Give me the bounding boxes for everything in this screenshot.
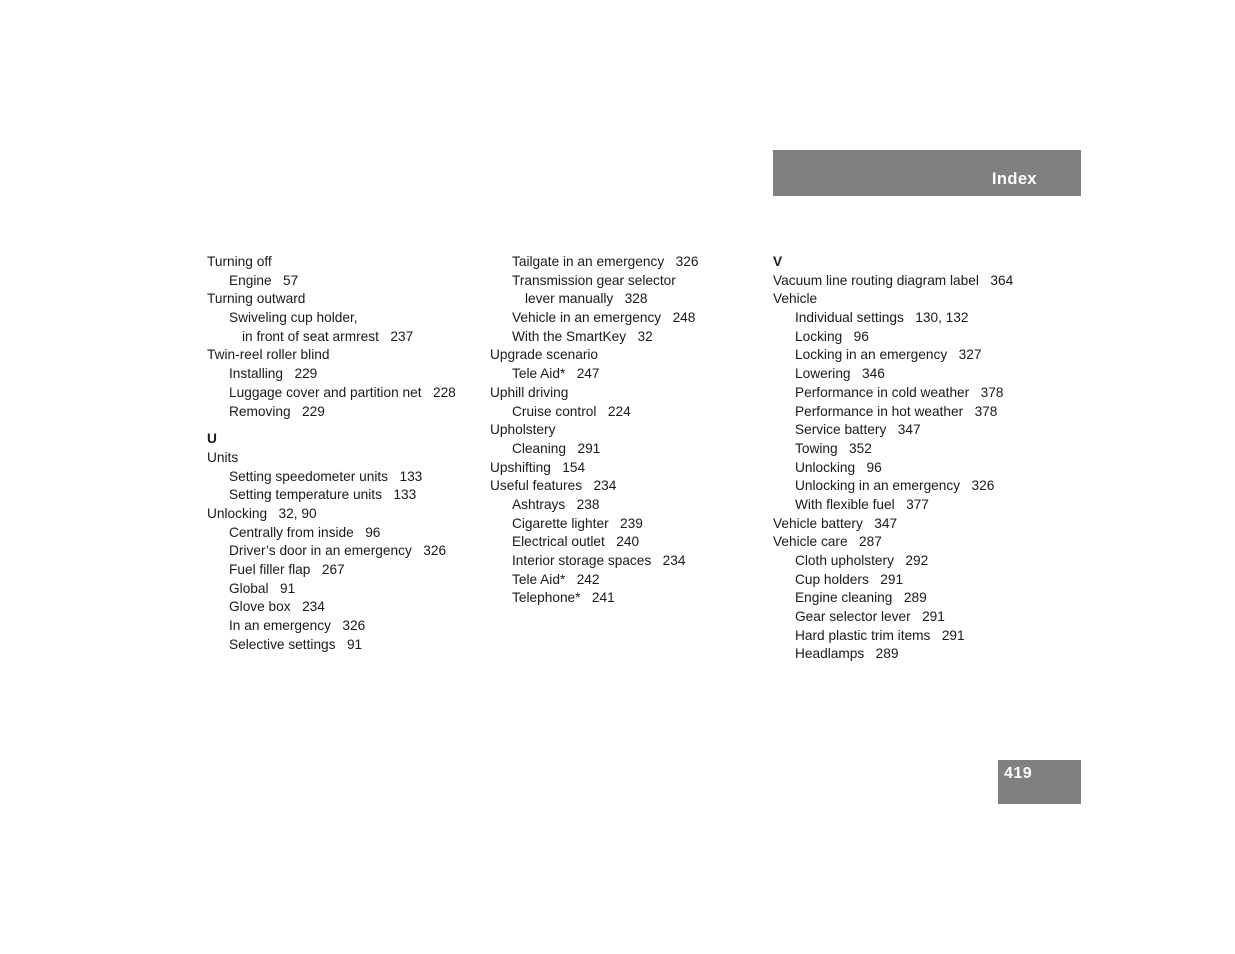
index-letter-heading — [207, 430, 487, 449]
entry-text: Luggage cover and partition net — [229, 384, 422, 400]
entry-page-ref: 248 — [672, 310, 696, 326]
index-entry — [207, 505, 487, 524]
entry-text: Fuel filler flap — [229, 562, 311, 577]
entry-page-ref: 326 — [675, 254, 699, 269]
section-title: Index — [991, 170, 1037, 188]
index-subentry — [773, 403, 1073, 422]
entry-page-ref: 347 — [897, 422, 921, 438]
index-subentry — [490, 571, 770, 590]
index-subentry — [490, 365, 770, 384]
entry-page-ref: 287 — [859, 534, 882, 550]
index-subentry — [207, 598, 487, 617]
entry-page-ref: 133 — [393, 487, 417, 503]
entry-text: Useful features — [490, 478, 583, 494]
index-subentry — [490, 328, 770, 347]
entry-text: lever manually — [525, 291, 614, 307]
entry-page-ref: 327 — [958, 347, 982, 363]
entry-text: Towing — [795, 440, 838, 456]
entry-text: With flexible fuel — [795, 496, 895, 512]
index-entry — [490, 477, 770, 496]
index-subentry — [207, 309, 487, 328]
entry-text: Vehicle — [773, 291, 818, 307]
index-subentry — [773, 459, 1073, 478]
index-subentry — [773, 552, 1073, 571]
entry-page-ref: 364 — [990, 272, 1014, 288]
entry-page-ref: 289 — [903, 590, 927, 606]
entry-text: Glove box — [229, 599, 291, 615]
entry-text: Interior storage spaces — [512, 553, 652, 568]
entry-page-ref: 378 — [974, 403, 998, 419]
index-subentry — [207, 542, 487, 561]
entry-page-ref: 267 — [321, 562, 345, 577]
index-subentry — [490, 272, 770, 291]
index-subentry — [207, 561, 487, 580]
entry-page-ref: 234 — [302, 599, 325, 615]
entry-page-ref: 347 — [874, 515, 898, 531]
entry-page-ref: 247 — [576, 366, 600, 382]
entry-page-ref: 289 — [875, 646, 899, 662]
entry-text: Vehicle in an emergency — [512, 310, 662, 326]
entry-page-ref: 96 — [866, 459, 882, 475]
index-subentry — [207, 524, 487, 543]
entry-text: Unlocking in an emergency — [795, 478, 961, 494]
entry-page-ref: 238 — [576, 496, 600, 512]
index-column-3 — [773, 253, 1073, 664]
entry-text: Engine — [229, 272, 272, 288]
entry-page-ref: 291 — [577, 440, 601, 456]
index-subentry — [773, 440, 1073, 459]
entry-text: Lowering — [795, 366, 851, 382]
entry-page-ref: 377 — [906, 496, 929, 512]
entry-text: Service battery — [795, 422, 887, 438]
entry-page-ref: 224 — [607, 403, 631, 419]
entry-text: Turning off — [207, 254, 272, 269]
entry-page-ref: 237 — [390, 328, 414, 344]
entry-page-ref: 291 — [880, 571, 904, 587]
index-column-2 — [490, 253, 770, 608]
entry-page-ref: 328 — [624, 291, 648, 307]
entry-text: Cigarette lighter — [512, 515, 609, 531]
entry-page-ref: 133 — [399, 468, 423, 484]
entry-text: Engine cleaning — [795, 590, 893, 606]
index-letter-heading — [773, 253, 1073, 272]
entry-page-ref: 326 — [971, 478, 995, 494]
entry-page-ref: 239 — [620, 515, 643, 531]
index-subentry — [490, 515, 770, 534]
entry-page-ref: 291 — [941, 627, 965, 643]
index-entry — [773, 515, 1073, 534]
entry-page-ref: 154 — [562, 459, 586, 475]
entry-text: Hard plastic trim items — [795, 627, 931, 643]
entry-page-ref: 326 — [423, 543, 447, 559]
index-subentry — [773, 571, 1073, 590]
index-subentry — [490, 440, 770, 459]
entry-text: Selective settings — [229, 636, 336, 652]
index-entry — [490, 384, 770, 403]
entry-page-ref: 234 — [662, 553, 686, 568]
entry-page-ref: 32, 90 — [278, 505, 317, 521]
entry-text: Unlocking — [795, 459, 856, 475]
entry-text: Unlocking — [207, 505, 268, 521]
index-subentry — [490, 403, 770, 422]
entry-page-ref: 32 — [637, 328, 653, 344]
entry-text: Installing — [229, 366, 284, 382]
entry-text: Transmission gear selector — [512, 272, 676, 288]
index-subentry — [207, 636, 487, 655]
index-entry — [207, 346, 487, 365]
entry-text: Vacuum line routing diagram label — [773, 272, 979, 288]
entry-text: Electrical outlet — [512, 534, 605, 550]
entry-text: Headlamps — [795, 646, 865, 662]
index-subentry — [490, 533, 770, 552]
entry-page-ref: 378 — [980, 384, 1004, 400]
entry-text: Cleaning — [512, 440, 567, 456]
entry-text: Cloth upholstery — [795, 553, 894, 568]
entry-page-ref: 352 — [849, 440, 872, 456]
entry-page-ref: 292 — [905, 553, 929, 568]
entry-page-ref: 241 — [591, 590, 615, 606]
entry-text: Performance in hot weather — [795, 403, 964, 419]
entry-text: Vehicle care — [773, 534, 848, 550]
index-subentry — [773, 346, 1073, 365]
section-header-bar — [773, 150, 1081, 196]
index-subentry — [207, 486, 487, 505]
index-subentry — [490, 552, 770, 571]
entry-text: Individual settings — [795, 310, 904, 326]
index-subentry — [490, 253, 770, 272]
index-subentry — [207, 468, 487, 487]
page-number: 419 — [1004, 765, 1033, 782]
entry-text: Locking — [795, 328, 843, 344]
entry-page-ref: 242 — [576, 571, 600, 587]
page-number-box — [998, 760, 1081, 804]
entry-text: Performance in cold weather — [795, 384, 970, 400]
entry-text: Upholstery — [490, 422, 556, 438]
entry-text: Swiveling cup holder, — [229, 310, 358, 326]
index-subentry — [490, 496, 770, 515]
index-subentry — [207, 365, 487, 384]
index-subentry — [773, 365, 1073, 384]
index-subentry — [207, 617, 487, 636]
entry-page-ref: 326 — [342, 618, 366, 634]
index-subentry — [490, 589, 770, 608]
index-subentry — [773, 627, 1073, 646]
entry-text: Vehicle battery — [773, 515, 863, 531]
entry-text: Upshifting — [490, 459, 551, 475]
entry-text: Gear selector lever — [795, 609, 911, 625]
index-entry — [490, 346, 770, 365]
entry-page-ref: 96 — [853, 328, 869, 344]
entry-text: U — [207, 431, 217, 447]
index-entry — [207, 253, 487, 272]
entry-text: Cup holders — [795, 571, 869, 587]
entry-page-ref: 57 — [283, 272, 299, 288]
entry-text: Driver’s door in an emergency — [229, 543, 412, 559]
entry-page-ref: 91 — [346, 636, 363, 652]
index-subentry — [207, 403, 487, 422]
entry-page-ref: 229 — [294, 366, 318, 382]
index-entry — [773, 272, 1073, 291]
index-subentry — [773, 384, 1073, 403]
entry-text: Tele Aid* — [512, 571, 566, 587]
entry-page-ref: 346 — [861, 366, 885, 382]
entry-text: Turning outward — [207, 291, 306, 307]
index-subentry — [490, 290, 770, 309]
entry-text: With the SmartKey — [512, 328, 627, 344]
index-subentry — [773, 645, 1073, 664]
entry-text: in front of seat armrest — [242, 328, 379, 344]
entry-text: Cruise control — [512, 403, 597, 419]
entry-text: Tele Aid* — [512, 366, 566, 382]
entry-text: Twin-reel roller blind — [207, 347, 330, 363]
index-entry — [207, 449, 487, 468]
entry-text: Uphill driving — [490, 384, 569, 400]
entry-page-ref: 291 — [922, 609, 945, 625]
index-subentry — [207, 384, 487, 403]
entry-text: Ashtrays — [512, 496, 566, 512]
index-entry — [490, 421, 770, 440]
index-subentry — [207, 272, 487, 291]
index-subentry — [207, 328, 487, 347]
index-entry — [773, 533, 1073, 552]
index-subentry — [773, 309, 1073, 328]
entry-text: Units — [207, 449, 239, 465]
entry-page-ref: 228 — [432, 384, 456, 400]
entry-text: Setting temperature units — [229, 487, 382, 503]
entry-text: Global — [229, 580, 269, 596]
entry-text: Telephone* — [512, 590, 581, 606]
entry-text: Upgrade scenario — [490, 347, 599, 363]
entry-text: V — [773, 254, 783, 269]
index-entry — [207, 290, 487, 309]
index-subentry — [490, 309, 770, 328]
entry-page-ref: 130, 132 — [915, 310, 969, 326]
entry-page-ref: 229 — [302, 403, 325, 419]
entry-text: Tailgate in an emergency — [512, 254, 665, 269]
index-column-1 — [207, 253, 487, 654]
index-subentry — [773, 608, 1073, 627]
entry-page-ref: 234 — [593, 478, 617, 494]
index-entry — [773, 290, 1073, 309]
entry-page-ref: 91 — [280, 580, 296, 596]
entry-page-ref: 96 — [365, 524, 381, 540]
entry-text: In an emergency — [229, 618, 331, 634]
entry-text: Removing — [229, 403, 291, 419]
index-subentry — [773, 589, 1073, 608]
entry-text: Setting speedometer units — [229, 468, 389, 484]
index-entry — [490, 459, 770, 478]
index-subentry — [207, 580, 487, 599]
index-subentry — [773, 421, 1073, 440]
index-subentry — [773, 496, 1073, 515]
index-subentry — [773, 328, 1073, 347]
entry-page-ref: 240 — [616, 534, 640, 550]
entry-text: Centrally from inside — [229, 524, 354, 540]
entry-text: Locking in an emergency — [795, 347, 948, 363]
index-subentry — [773, 477, 1073, 496]
